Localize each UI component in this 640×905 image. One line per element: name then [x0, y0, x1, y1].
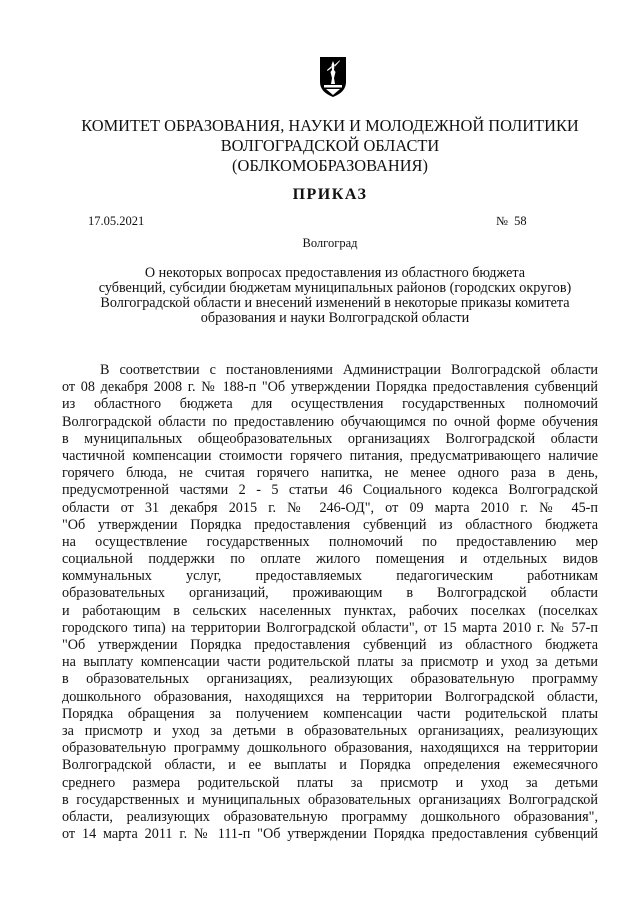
body-line: Порядка обращения за получением компенсации части родительской платы	[62, 705, 598, 722]
subject-line: Волгоградской области и внесений изменений в некоторые приказы комитета	[100, 295, 570, 311]
body-line: среднего размера родительской платы за присмотр и уход за детьми	[62, 774, 598, 791]
body-line: и работающим в сельских населенных пунктах, рабочих поселках (поселках	[62, 602, 598, 619]
body-line: образовательных организаций, проживающим в Волгоградской области	[62, 585, 598, 602]
body-line: на осуществление государственных полномочий по предоставлению мер	[62, 533, 598, 550]
body-line: В соответствии с постановлениями Администрации Волгоградской области	[100, 362, 598, 378]
body-line: "Об утверждении Порядка предоставления субвенций из областного бюджета	[62, 637, 598, 653]
document-number: № 58	[496, 214, 527, 228]
body-line: городского типа) на территории Волгоградской области", от 15 марта 2010 г. № 57-п	[62, 619, 598, 636]
org-line-2: ВОЛГОГРАДСКОЙ ОБЛАСТИ	[220, 136, 440, 155]
subject-line: субвенций, субсидии бюджетам муниципальных районов (городских округов)	[98, 280, 572, 296]
body-line: Волгоградской области по предоставлению обучающимся по очной форме обучения	[62, 413, 598, 430]
body-line: "Об утверждении Порядка предоставления субвенций из областного бюджета	[62, 516, 598, 533]
body-line: дошкольного образования, находящихся на территории Волгоградской области,	[62, 688, 598, 705]
body-line: области, реализующих образовательную программу дошкольного образования",	[62, 808, 598, 825]
body-line: от 08 декабря 2008 г. № 188-п "Об утверждении Порядка предоставления субвенций	[62, 379, 598, 396]
body-line: частичной компенсации стоимости горячего питания, предусматривающего наличие	[62, 447, 598, 464]
body-line: за присмотр и уход за детьми в образовательных организациях, реализующих	[62, 722, 598, 739]
body-line: Волгоградской области, и ее выплаты и Порядка определения ежемесячного	[62, 757, 598, 774]
body-line: в муниципальных общеобразовательных организациях Волгоградской области	[62, 430, 598, 447]
body-line: от 14 марта 2011 г. № 111-п "Об утверждении Порядка предоставления субвенций	[62, 826, 598, 843]
body-line: горячего блюда, не считая горячего напитка, не менее одного раза в день,	[62, 465, 598, 482]
document-date: 17.05.2021	[88, 214, 145, 228]
body-line: области от 31 декабря 2015 г. № 246-ОД", от 09 марта 2010 г. № 45-п	[62, 499, 598, 516]
body-line: в государственных и муниципальных образовательных организациях Волгоградской	[62, 791, 598, 808]
document-subject	[60, 266, 610, 326]
org-line-3: (ОБЛКОМОБРАЗОВАНИЯ)	[232, 156, 428, 175]
body-line: в образовательных организациях, реализующих образовательную программу	[62, 671, 598, 688]
body-line: предусмотренной частями 2 - 5 статьи 46 Социального кодекса Волгоградской	[62, 482, 598, 499]
organization-name	[60, 116, 600, 176]
volgograd-coat-of-arms-icon	[319, 56, 347, 98]
subject-line: О некоторых вопросах предоставления из областного бюджета	[144, 265, 526, 281]
body-line: из областного бюджета для осуществления государственных полномочий	[62, 396, 598, 413]
org-line-1: КОМИТЕТ ОБРАЗОВАНИЯ, НАУКИ И МОЛОДЕЖНОЙ ПОЛИТИКИ	[81, 116, 579, 135]
document-type-heading: ПРИКАЗ	[292, 186, 368, 203]
body-line: образовательную программу дошкольного образования, находящихся на территории	[62, 740, 598, 757]
document-city: Волгоград	[302, 236, 358, 250]
document-body	[62, 362, 598, 843]
body-line: на выплату компенсации части родительской платы за присмотр и уход за детьми	[62, 654, 598, 671]
body-line: коммунальных услуг, предоставляемых педагогическим работникам	[62, 568, 598, 585]
body-line: социальной поддержки по оплате жилого помещения и отдельных видов	[62, 551, 598, 568]
subject-line: образования и науки Волгоградской области	[200, 310, 470, 326]
